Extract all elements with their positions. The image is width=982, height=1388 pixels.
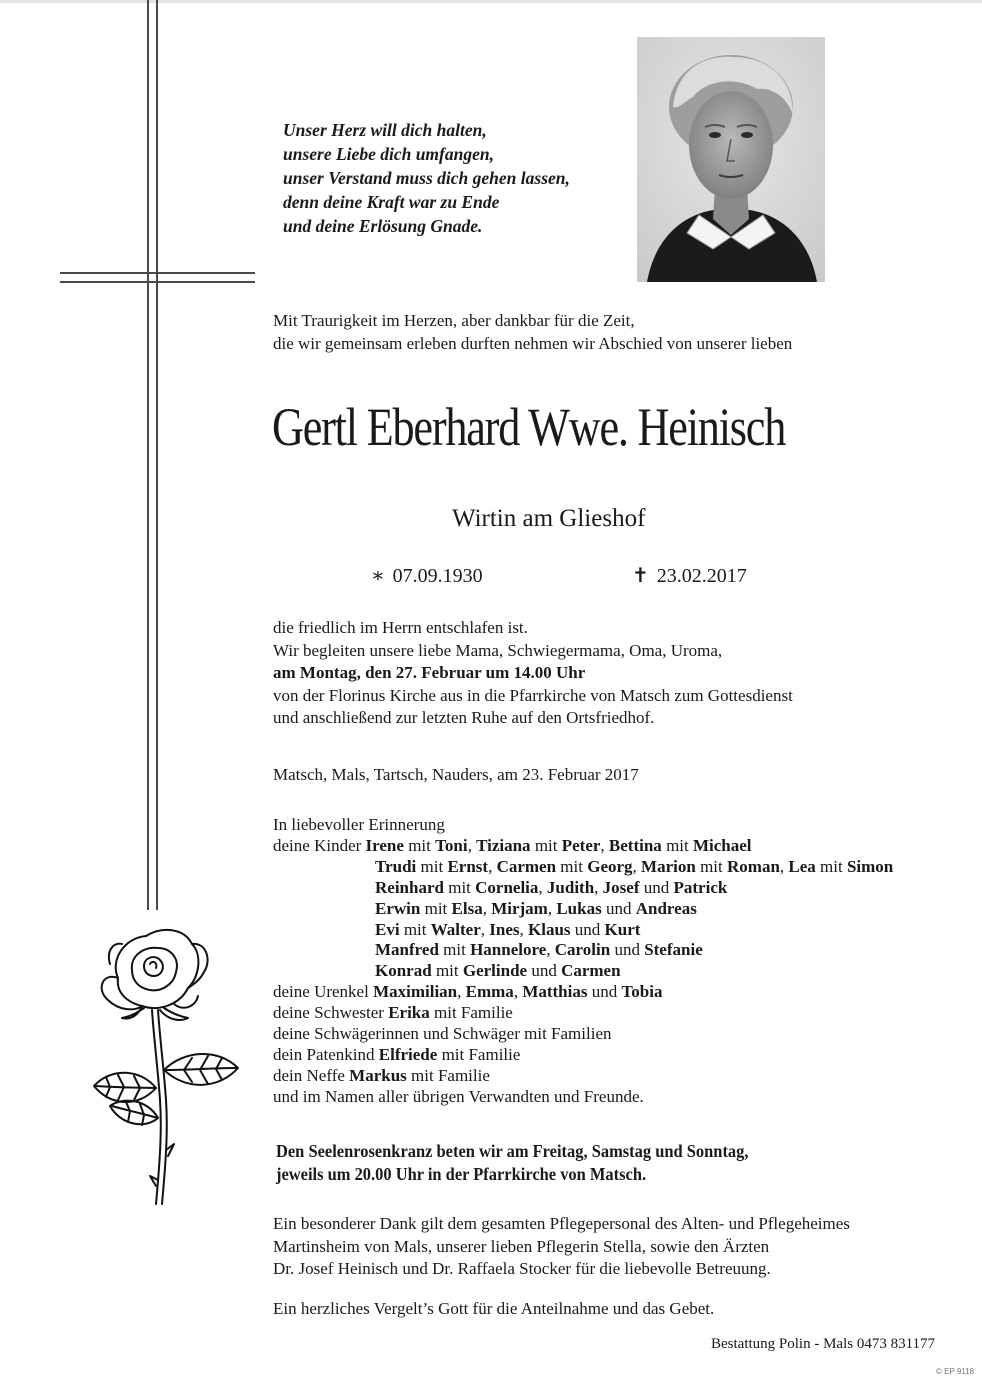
connector: mit	[443, 940, 466, 960]
poem-line: Unser Herz will dich halten,	[283, 120, 487, 140]
family-name: Georg	[587, 856, 633, 876]
separator: ,	[519, 919, 524, 939]
connector: mit	[424, 898, 448, 918]
connector: mit	[820, 856, 843, 876]
family-name: Erika	[388, 1003, 430, 1023]
poem-line: und deine Erlösung Gnade.	[283, 216, 483, 236]
intro-text	[273, 309, 913, 355]
family-prefix: dein Patenkind	[273, 1044, 375, 1064]
family-name: Ernst	[447, 856, 489, 876]
cross-horizontal-line	[60, 272, 255, 274]
separator: ,	[547, 898, 553, 918]
family-name: Josef	[602, 877, 640, 897]
separator: ,	[594, 877, 599, 897]
family-name: Bettina	[608, 835, 662, 855]
poem	[283, 118, 603, 238]
birth-date: 07.09.1930	[392, 565, 483, 587]
family-name: Trudi	[375, 856, 417, 876]
family-name: Irene	[365, 835, 404, 855]
body-line: die friedlich im Herrn entschlafen ist.	[273, 618, 528, 637]
family-row	[273, 899, 973, 920]
family-prefix: deine Urenkel	[273, 982, 369, 1002]
family-name: Emma	[465, 982, 514, 1002]
connector: mit	[408, 835, 431, 855]
family-name: Lea	[788, 856, 816, 876]
deceased-title: Wirtin am Glieshof	[452, 505, 646, 532]
body-line: von der Florinus Kirche aus in die Pfarrkirche von Matsch zum Gottesdienst	[273, 685, 793, 705]
body-line: und anschließend zur letzten Ruhe auf den Ortsfriedhof.	[273, 708, 655, 727]
family-name: Marion	[641, 856, 696, 876]
family-name: Carmen	[561, 961, 621, 981]
family-row	[273, 982, 973, 1003]
thanks-line: Ein besonderer Dank gilt dem gesamten Pflegepersonal des Alten- und Pflegeheimes	[273, 1214, 850, 1233]
family-closing: und im Namen aller übrigen Verwandten und Freunde.	[273, 1086, 644, 1106]
family-row	[273, 920, 973, 941]
connector: und	[643, 877, 670, 897]
rosary-notice	[276, 1140, 779, 1186]
thanks-text	[273, 1213, 933, 1281]
family-row	[273, 940, 973, 961]
separator: ,	[513, 982, 519, 1002]
deceased-name: Gertl Eberhard Wwe. Heinisch	[272, 397, 786, 457]
family-name: Elsa	[451, 898, 483, 918]
funeral-date: am Montag, den 27. Februar um 14.00 Uhr	[273, 663, 586, 682]
separator: ,	[632, 856, 637, 876]
family-name: Ines	[489, 919, 520, 939]
body-line: Wir begleiten unsere liebe Mama, Schwiegermama, Oma, Uroma,	[273, 640, 723, 660]
thanks-line: Dr. Josef Heinisch und Dr. Raffaela Stocker für die liebevolle Betreuung.	[273, 1259, 771, 1278]
family-row	[273, 836, 973, 857]
funeral-announcement	[273, 617, 913, 730]
family-suffix: mit Familie	[441, 1044, 521, 1064]
family-name: Tiziana	[476, 835, 531, 855]
death-date-row	[632, 563, 747, 589]
family-name: Patrick	[673, 877, 728, 897]
poem-line: denn deine Kraft war zu Ende	[283, 192, 500, 212]
connector: und	[574, 919, 601, 939]
family-name: Carolin	[554, 940, 611, 960]
family-name: Manfred	[375, 940, 439, 960]
place-date: Matsch, Mals, Tartsch, Nauders, am 23. Februar 2017	[273, 765, 639, 784]
family-suffix: mit Familie	[411, 1065, 490, 1085]
connector: mit	[420, 856, 444, 876]
connector: mit	[435, 961, 459, 981]
family-name: Gerlinde	[462, 961, 528, 981]
poem-line: unsere Liebe dich umfangen,	[283, 144, 494, 164]
separator: ,	[480, 919, 486, 939]
poem-line: unser Verstand muss dich gehen lassen,	[283, 168, 570, 188]
family-name: Simon	[846, 856, 894, 876]
family-row	[273, 961, 973, 982]
family-name: Tobia	[621, 982, 663, 1002]
family-name: Cornelia	[475, 877, 539, 897]
separator: ,	[779, 856, 785, 876]
separator: ,	[467, 835, 472, 855]
family-name: Matthias	[522, 982, 588, 1002]
family-suffix: mit Familie	[434, 1003, 513, 1023]
family-name: Markus	[349, 1065, 407, 1085]
separator: ,	[600, 835, 605, 855]
gratitude-text: Ein herzliches Vergelt’s Gott für die Anteilnahme und das Gebet.	[273, 1299, 715, 1318]
cross-horizontal-line	[60, 281, 255, 283]
cross-icon: ✝	[632, 565, 649, 587]
family-list	[273, 815, 973, 1108]
funeral-home: Bestattung Polin - Mals 0473 831177	[711, 1336, 936, 1352]
separator: ,	[488, 856, 493, 876]
separator: ,	[538, 877, 543, 897]
family-name: Klaus	[528, 919, 571, 939]
intro-line: die wir gemeinsam erleben durften nehmen wir Abschied von unserer lieben	[273, 334, 793, 353]
family-row	[273, 878, 973, 899]
family-name: Lukas	[556, 898, 602, 918]
cross-vertical-line	[147, 0, 149, 910]
family-name: Andreas	[635, 898, 697, 918]
family-prefix: dein Neffe	[273, 1065, 345, 1085]
family-name: Hannelore	[470, 940, 547, 960]
family-name: Judith	[546, 877, 595, 897]
rosary-line: Den Seelenrosenkranz beten wir am Freitag, Samstag und Sonntag,	[276, 1141, 749, 1161]
connector: mit	[666, 835, 689, 855]
family-name: Maximilian	[373, 982, 458, 1002]
connector: und	[531, 961, 557, 981]
family-name: Reinhard	[375, 877, 444, 897]
portrait-photo	[637, 37, 825, 282]
family-row	[273, 1066, 973, 1087]
intro-line: Mit Traurigkeit im Herzen, aber dankbar für die Zeit,	[273, 311, 635, 330]
family-name: Evi	[375, 919, 400, 939]
family-opening: In liebevoller Erinnerung	[273, 815, 445, 834]
family-prefix: deine Schwester	[273, 1003, 384, 1023]
family-row	[273, 1045, 973, 1066]
family-name: Walter	[430, 919, 481, 939]
cross-vertical-line	[156, 0, 158, 910]
family-row: deine Schwägerinnen und Schwäger mit Familien	[273, 1024, 612, 1044]
family-name: Michael	[692, 835, 752, 855]
family-name: Carmen	[496, 856, 557, 876]
death-date: 23.02.2017	[656, 565, 747, 587]
connector: mit	[700, 856, 723, 876]
connector: und	[591, 982, 618, 1002]
family-name: Elfriede	[378, 1044, 438, 1064]
thanks-line: Martinsheim von Mals, unserer lieben Pflegerin Stella, sowie den Ärzten	[273, 1236, 770, 1256]
connector: mit	[403, 919, 427, 939]
family-name: Stefanie	[644, 940, 703, 960]
birth-date-row	[371, 563, 483, 589]
connector: mit	[560, 856, 583, 876]
family-row	[273, 857, 973, 878]
rose-icon	[88, 920, 248, 1210]
connector: und	[614, 940, 640, 960]
family-name: Kurt	[604, 919, 641, 939]
asterisk-icon: ∗	[371, 565, 385, 587]
family-row	[273, 1003, 973, 1024]
separator: ,	[457, 982, 462, 1002]
family-name: Peter	[561, 835, 601, 855]
connector: und	[605, 898, 632, 918]
separator: ,	[546, 940, 551, 960]
family-name: Konrad	[375, 961, 432, 981]
family-prefix: deine Kinder	[273, 835, 362, 855]
rosary-line: jeweils um 20.00 Uhr in der Pfarrkirche von Matsch.	[276, 1164, 647, 1184]
separator: ,	[482, 898, 487, 918]
family-name: Roman	[727, 856, 780, 876]
print-code: © EP 9118	[936, 1367, 975, 1376]
family-name: Toni	[435, 835, 468, 855]
connector: mit	[534, 835, 558, 855]
family-name: Mirjam	[491, 898, 548, 918]
connector: mit	[448, 877, 471, 897]
family-name: Erwin	[375, 898, 421, 918]
